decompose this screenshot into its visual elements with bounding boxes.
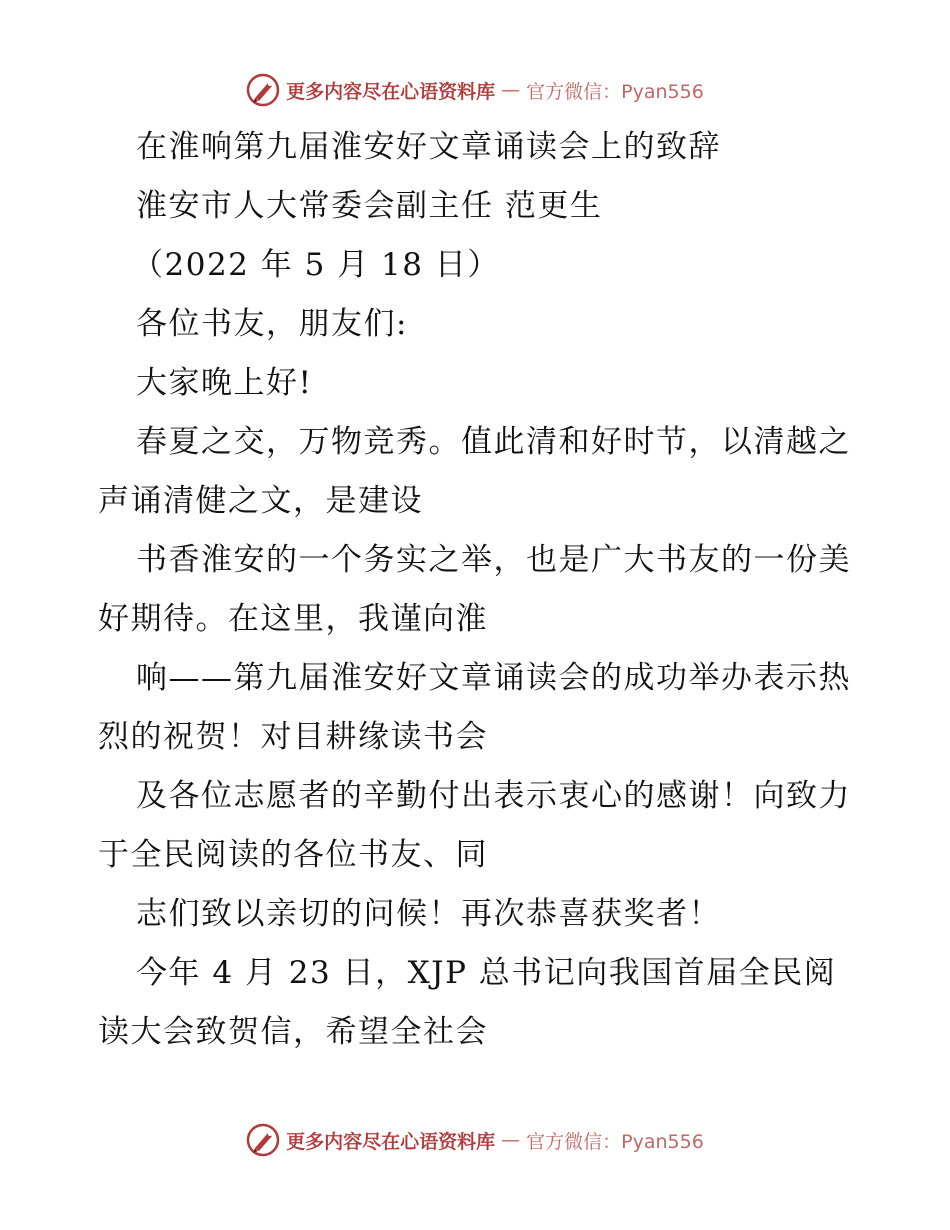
document-author: 淮安市人大常委会副主任 范更生 [136,188,603,224]
pen-logo-icon [246,73,280,107]
banner-separator: — [501,79,521,101]
banner-separator: — [501,1129,521,1151]
document-greeting: 大家晚上好! [136,365,313,401]
header-banner [0,70,950,110]
paragraph: 志们致以亲切的问候！再次恭喜获奖者！ [136,896,721,932]
paragraph: 今年 4 月 23 日，XJP 总书记向我国首届全民阅读大会致贺信，希望全社会 [98,955,837,1050]
paragraph: 书香淮安的一个务实之举，也是广大书友的一份美好期待。在这里，我谨向淮 [98,542,851,637]
paragraph: 响——第九届淮安好文章诵读会的成功举办表示热烈的祝贺！对目耕缘读书会 [98,660,851,755]
document-salutation: 各位书友，朋友们: [136,306,408,342]
paragraph: 春夏之交，万物竞秀。值此清和好时节，以清越之声诵清健之文，是建设 [98,424,851,519]
document-date: （2022 年 5 月 18 日） [132,247,500,283]
banner-wechat-text: 官方微信：Pyan556 [526,1130,704,1153]
document-body [98,118,858,1062]
footer-banner [0,1120,950,1160]
banner-wechat-text: 官方微信：Pyan556 [526,80,704,103]
paragraph: 及各位志愿者的辛勤付出表示衷心的感谢！向致力于全民阅读的各位书友、同 [98,778,851,873]
pen-logo-icon [246,1123,280,1157]
document-title: 在淮响第九届淮安好文章诵读会上的致辞 [136,129,721,165]
banner-brand-text: 更多内容尽在心语资料库 [286,1130,496,1153]
banner-brand-text: 更多内容尽在心语资料库 [286,80,496,103]
